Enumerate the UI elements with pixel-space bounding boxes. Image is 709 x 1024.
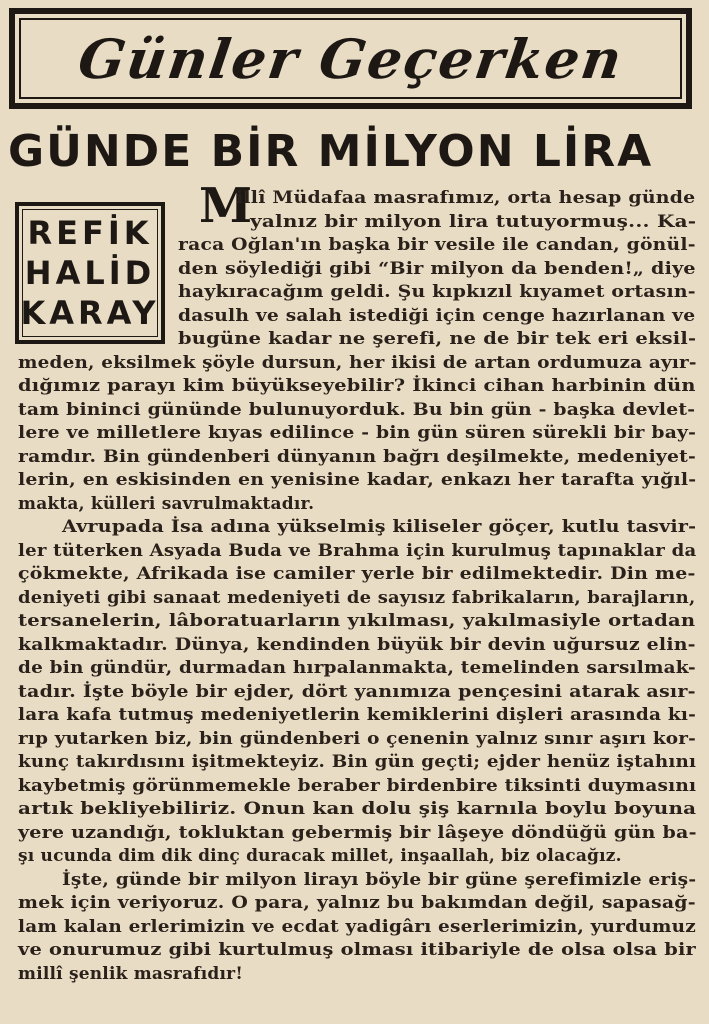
body-line: İşte, günde bir milyon lirayı böyle bir güne şerefimizle eriş- [62,869,697,890]
body-line: lam kalan erlerimizin ve ecdat yadigârı eserlerimizin, yurdumuz [18,916,696,937]
body-line: Avrupada İsa adına yükselmiş kiliseler göçer, kutlu tasvir- [62,517,697,537]
column-banner [9,8,692,109]
body-line: meden, eksilmek şöyle dursun, her ikisi de artan ordumuza ayır- [18,352,697,373]
body-line: de bin gündür, durmadan hırpalanmakta, temelinden sarsılmak- [18,658,696,678]
body-line: dığımız parayı kim büyükseyebilir? İkinci cihan harbinin dün [18,376,696,396]
body-line: rıp yutarken biz, bin gündenberi o çenenin yalnız sınır aşırı kor- [18,728,696,749]
body-line: kalkmaktadır. Dünya, kendinden büyük bir devin uğursuz elin- [18,634,696,655]
body-line: den söylediği gibi “Bir milyon da benden!„ diye [178,258,696,279]
author-middle-name: HALİD [24,254,156,292]
body-line: dasulh ve salah istediği için cenge hazırlanan ve [178,305,696,326]
article-headline: GÜNDE BİR MİLYON LİRA [8,126,654,177]
body-line: çökmekte, Afrikada ise camiler yerle bir edilmektedir. Din me- [18,564,696,584]
author-byline-box [15,202,165,344]
body-line: millî şenlik masrafıdır! [18,963,243,984]
author-first-name: REFİK [27,214,153,252]
body-line: deniyeti gibi sanaat medeniyeti de sayısız fabrikaların, barajların, [18,587,696,608]
author-last-name: KARAY [20,294,160,332]
body-line: tam bininci gününde bulunuyorduk. Bu bin gün - başka devlet- [18,399,696,420]
body-line: kunç takırdısını işitmekteyiz. Bin gün geçti; ejder henüz iştahını [18,752,697,772]
body-line: raca Oğlan'ın başka bir vesile ile candan, gönül- [178,235,696,255]
body-line: mek için veriyoruz. O para, yalnız bu bakımdan değil, sapasağ- [18,893,696,913]
body-line: makta, külleri savrulmaktadır. [18,493,315,514]
body-line: lerin, en eskisinden en yenisine kadar, enkazı her tarafta yığıl- [18,470,697,490]
body-line: yalnız bir milyon lira tutuyormuş... Ka- [250,211,697,232]
drop-cap: M [199,178,253,234]
body-line: kaybetmiş görünmemekle beraber birdenbire tiksinti duymasını [18,775,697,796]
body-line: lara kafa tutmuş medeniyetlerin kemiklerini dişleri arasında kı- [18,705,697,725]
body-line: illî Müdafaa masrafımız, orta hesap günde [236,188,696,208]
body-line: yere uzandığı, tokluktan gebermiş bir lâşeye döndüğü gün ba- [18,822,697,843]
body-line: tadır. İşte böyle bir ejder, dört yanımıza pençesini atarak asır- [18,681,696,702]
body-line: şı ucunda dim dik dinç duracak millet, inşaallah, biz olacağız. [18,846,622,866]
body-line: lere ve milletlere kıyas edilince - bin gün süren sürekli bir bay- [18,423,697,443]
body-line: artık bekliyebiliriz. Onun kan dolu şiş karnıla boylu boyuna [18,799,697,819]
body-line: ramdır. Bin gündenberi dünyanın bağrı deşilmekte, medeniyet- [18,446,697,467]
body-line: haykıracağım geldi. Şu kıpkızıl kıyamet ortasın- [178,282,696,302]
body-line: ve onurumuz gibi kurtulmuş olması itibariyle de olsa olsa bir [18,940,696,960]
body-line: tersanelerin, lâboratuarların yıkılması, yakılmasiyle ortadan [18,611,696,631]
body-line: bugüne kadar ne şerefi, ne de bir tek eri eksil- [178,329,697,349]
body-line: ler tüterken Asyada Buda ve Brahma için kurulmuş tapınaklar da [18,540,697,561]
banner-title: Günler Geçerken [74,26,627,91]
